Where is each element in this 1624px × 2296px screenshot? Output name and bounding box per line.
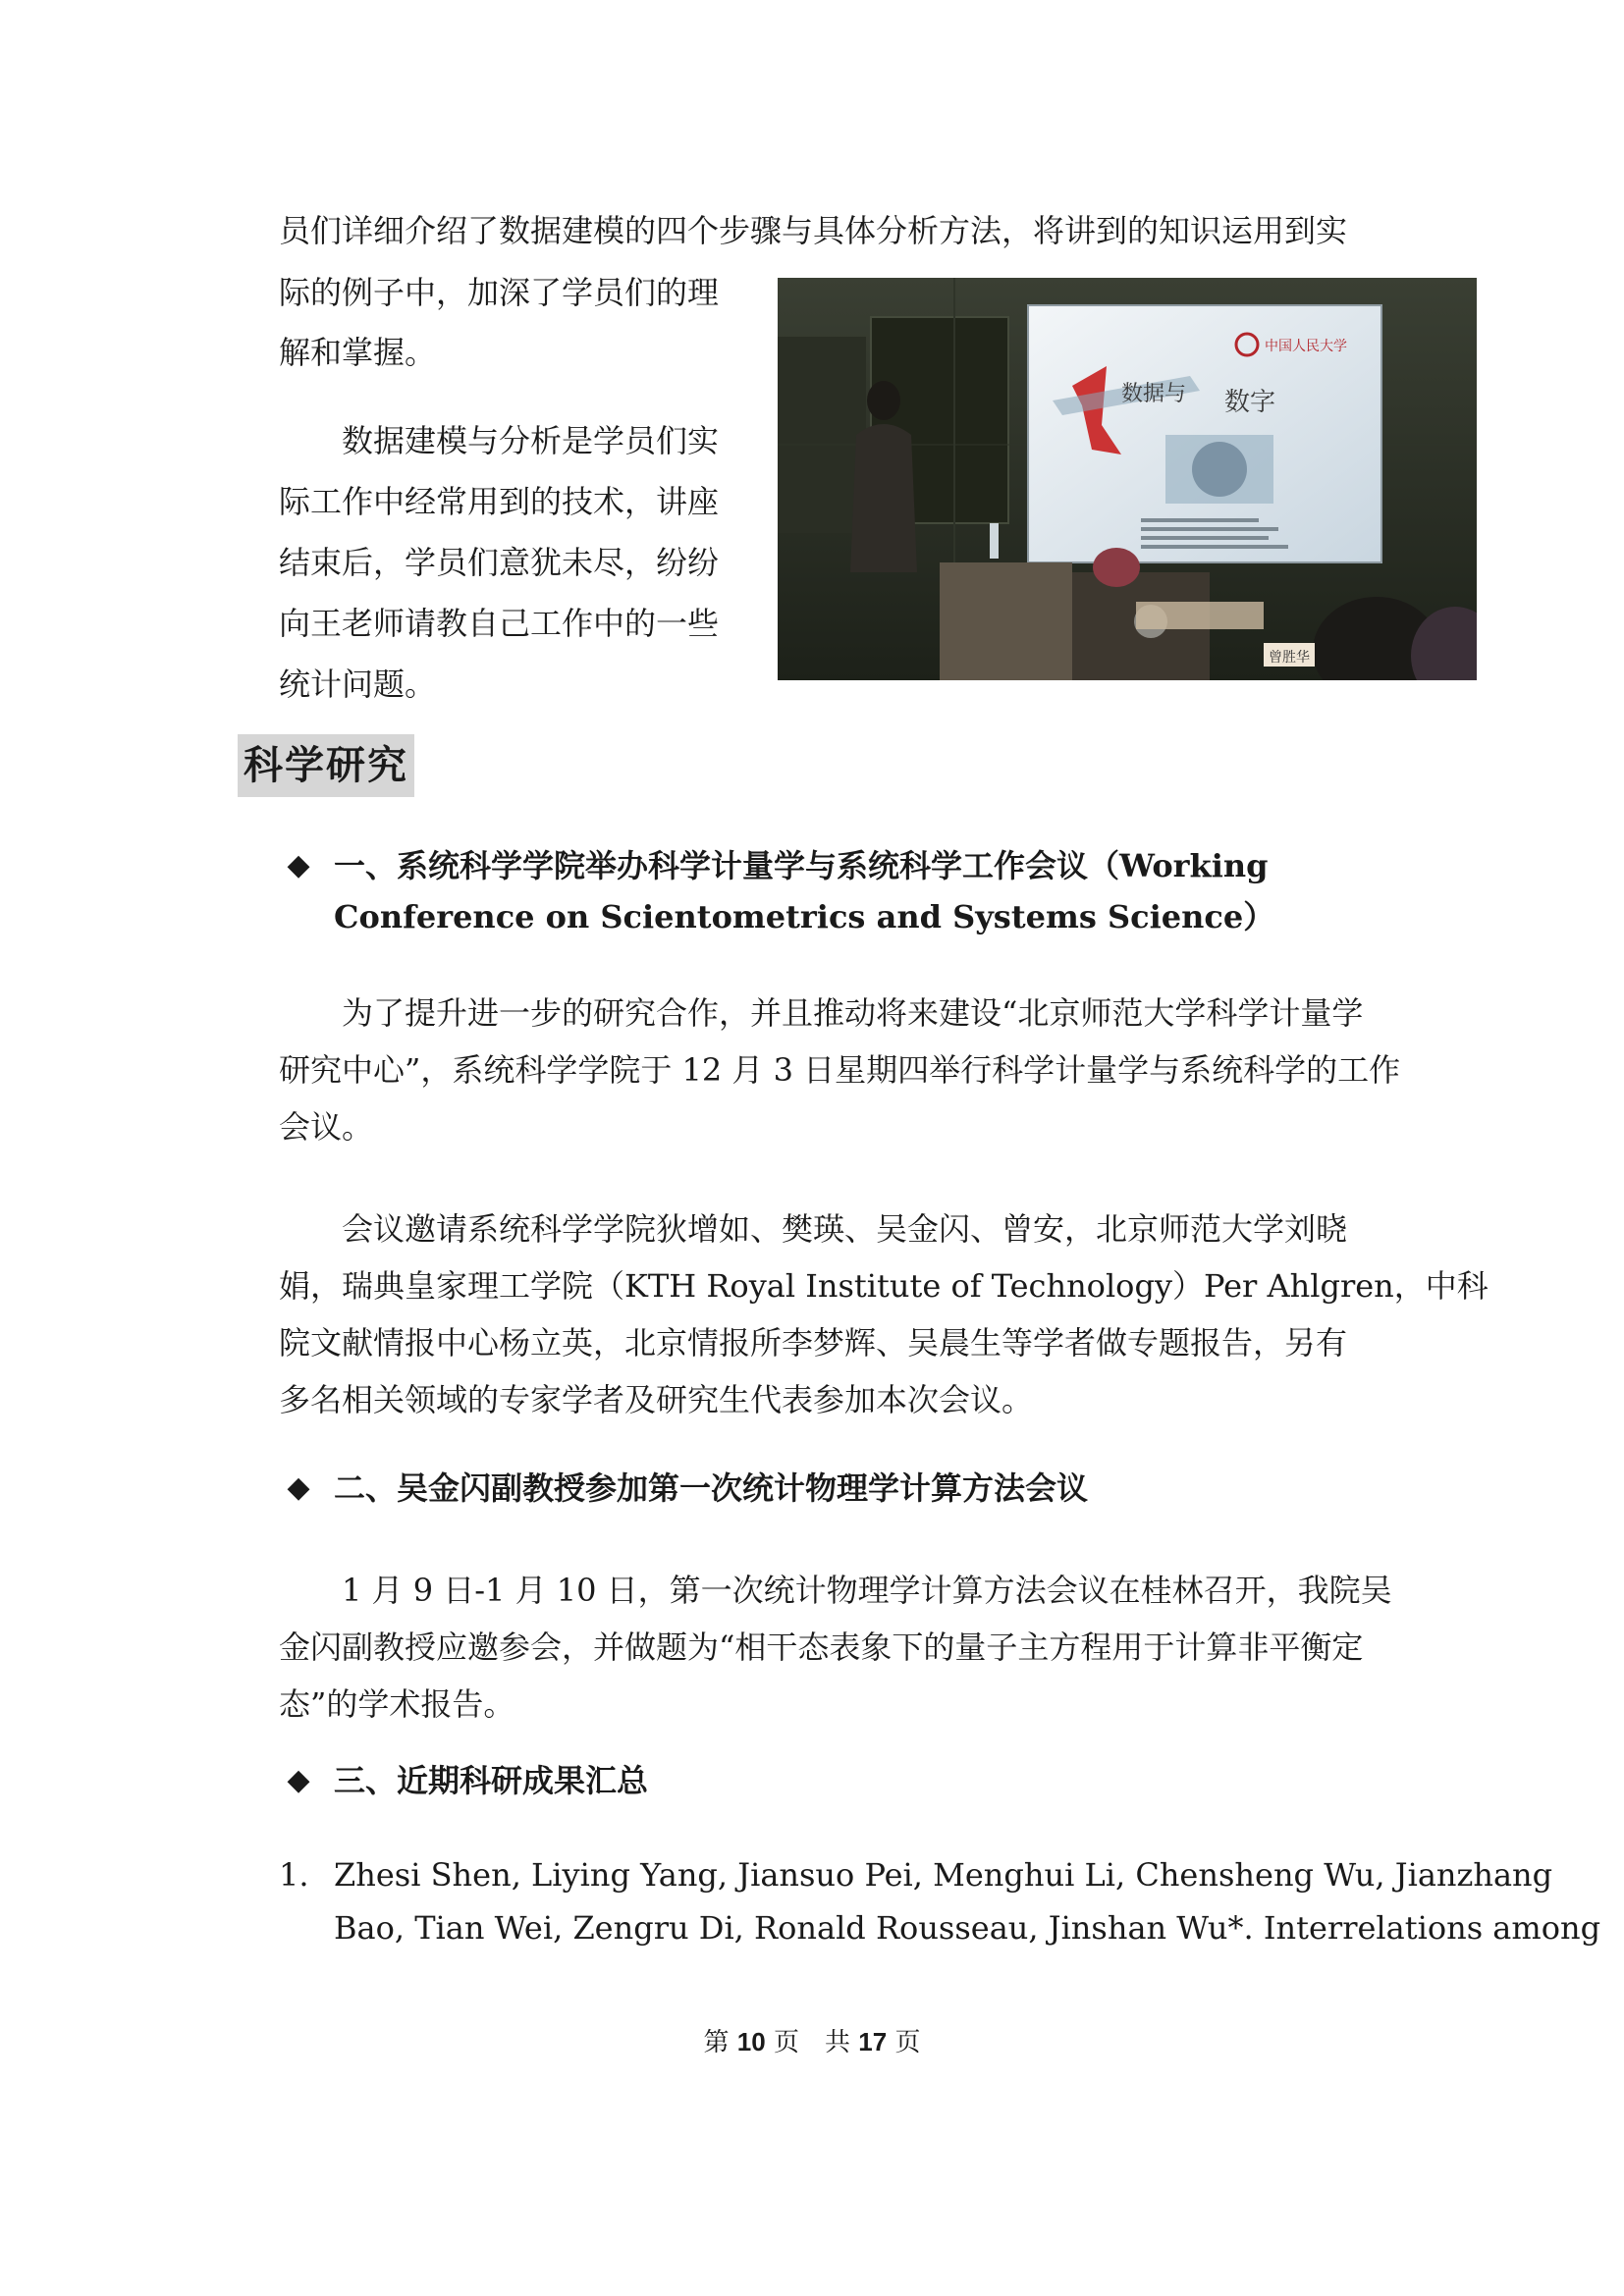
slide-logo: 中国人民大学	[1265, 339, 1347, 354]
slide-title-right: 数字	[1224, 388, 1276, 417]
item-1-p1-line-3: 会议。	[279, 1108, 374, 1146]
item-2-p1-line-3: 态”的学术报告。	[279, 1685, 515, 1723]
intro-p2-line-4: 向王老师请教自己工作中的一些	[279, 605, 720, 642]
bullet-icon: ◆	[287, 848, 310, 882]
publication-line-1: Zhesi Shen, Liying Yang, Jiansuo Pei, Menghui Li, Chensheng Wu, Jianzhang	[334, 1856, 1553, 1894]
bullet-icon: ◆	[287, 1470, 310, 1505]
item-2-heading: 二、吴金闪副教授参加第一次统计物理学计算方法会议	[334, 1469, 1089, 1507]
intro-line-2: 际的例子中，加深了学员们的理	[279, 274, 720, 311]
page-footer	[0, 2024, 1624, 2060]
item-1-p2-line-3: 院文献情报中心杨立英，北京情报所李梦辉、吴晨生等学者做专题报告，另有	[279, 1324, 1348, 1362]
item-2-p1-line-2: 金闪副教授应邀参会，并做题为“相干态表象下的量子主方程用于计算非平衡定	[279, 1629, 1364, 1666]
item-1-p2-line-4: 多名相关领域的专家学者及研究生代表参加本次会议。	[279, 1381, 1034, 1418]
slide-title-left: 数据与	[1121, 382, 1187, 406]
item-1-heading-line-1: 一、系统科学学院举办科学计量学与系统科学工作会议（Working	[334, 847, 1269, 884]
intro-p2-line-3: 结束后，学员们意犹未尽，纷纷	[279, 544, 720, 581]
item-2-p1-line-1: 1 月 9 日-1 月 10 日，第一次统计物理学计算方法会议在桂林召开，我院吴	[342, 1572, 1392, 1609]
item-1-p2-line-1: 会议邀请系统科学学院狄增如、樊瑛、吴金闪、曾安，北京师范大学刘晓	[342, 1210, 1348, 1248]
footer-label-pre: 第	[703, 2028, 730, 2057]
intro-line-3: 解和掌握。	[279, 334, 437, 371]
item-1-paragraph-2	[279, 1201, 1489, 1427]
intro-p2-line-5: 统计问题。	[279, 666, 437, 703]
intro-p2-line-1: 数据建模与分析是学员们实	[342, 422, 720, 459]
bullet-icon: ◆	[287, 1763, 310, 1797]
footer-label-mid: 页 共	[773, 2028, 850, 2057]
item-1-p2-line-2: 娟，瑞典皇家理工学院（KTH Royal Institute of Technology）Per Ahlgren，中科	[279, 1267, 1489, 1305]
publication-line-2: Bao, Tian Wei, Zengru Di, Ronald Rousseau, Jinshan Wu*. Interrelations among	[334, 1909, 1601, 1947]
footer-label-post: 页	[894, 2028, 921, 2057]
footer-page-total: 17	[858, 2027, 888, 2056]
publication-number: 1.	[279, 1856, 309, 1894]
lecture-photo	[778, 278, 1477, 680]
item-1-paragraph-1	[279, 986, 1400, 1154]
item-1-p1-line-1: 为了提升进一步的研究合作，并且推动将来建设“北京师范大学科学计量学	[342, 994, 1364, 1032]
intro-line-1: 员们详细介绍了数据建模的四个步骤与具体分析方法，将讲到的知识运用到实	[279, 212, 1348, 249]
item-2-paragraph-1	[279, 1563, 1392, 1732]
footer-page-current: 10	[736, 2027, 766, 2056]
nameplate-text: 曾胜华	[1269, 650, 1310, 666]
item-1-p1-line-2: 研究中心”，系统科学学院于 12 月 3 日星期四举行科学计量学与系统科学的工作	[279, 1051, 1401, 1089]
section-title: 科学研究	[238, 734, 414, 797]
intro-paragraph-2	[279, 413, 719, 712]
intro-p2-line-2: 际工作中经常用到的技术，讲座	[279, 483, 720, 520]
item-1-heading-line-2: Conference on Scientometrics and Systems Science）	[334, 898, 1275, 935]
item-3-heading: 三、近期科研成果汇总	[334, 1762, 649, 1799]
